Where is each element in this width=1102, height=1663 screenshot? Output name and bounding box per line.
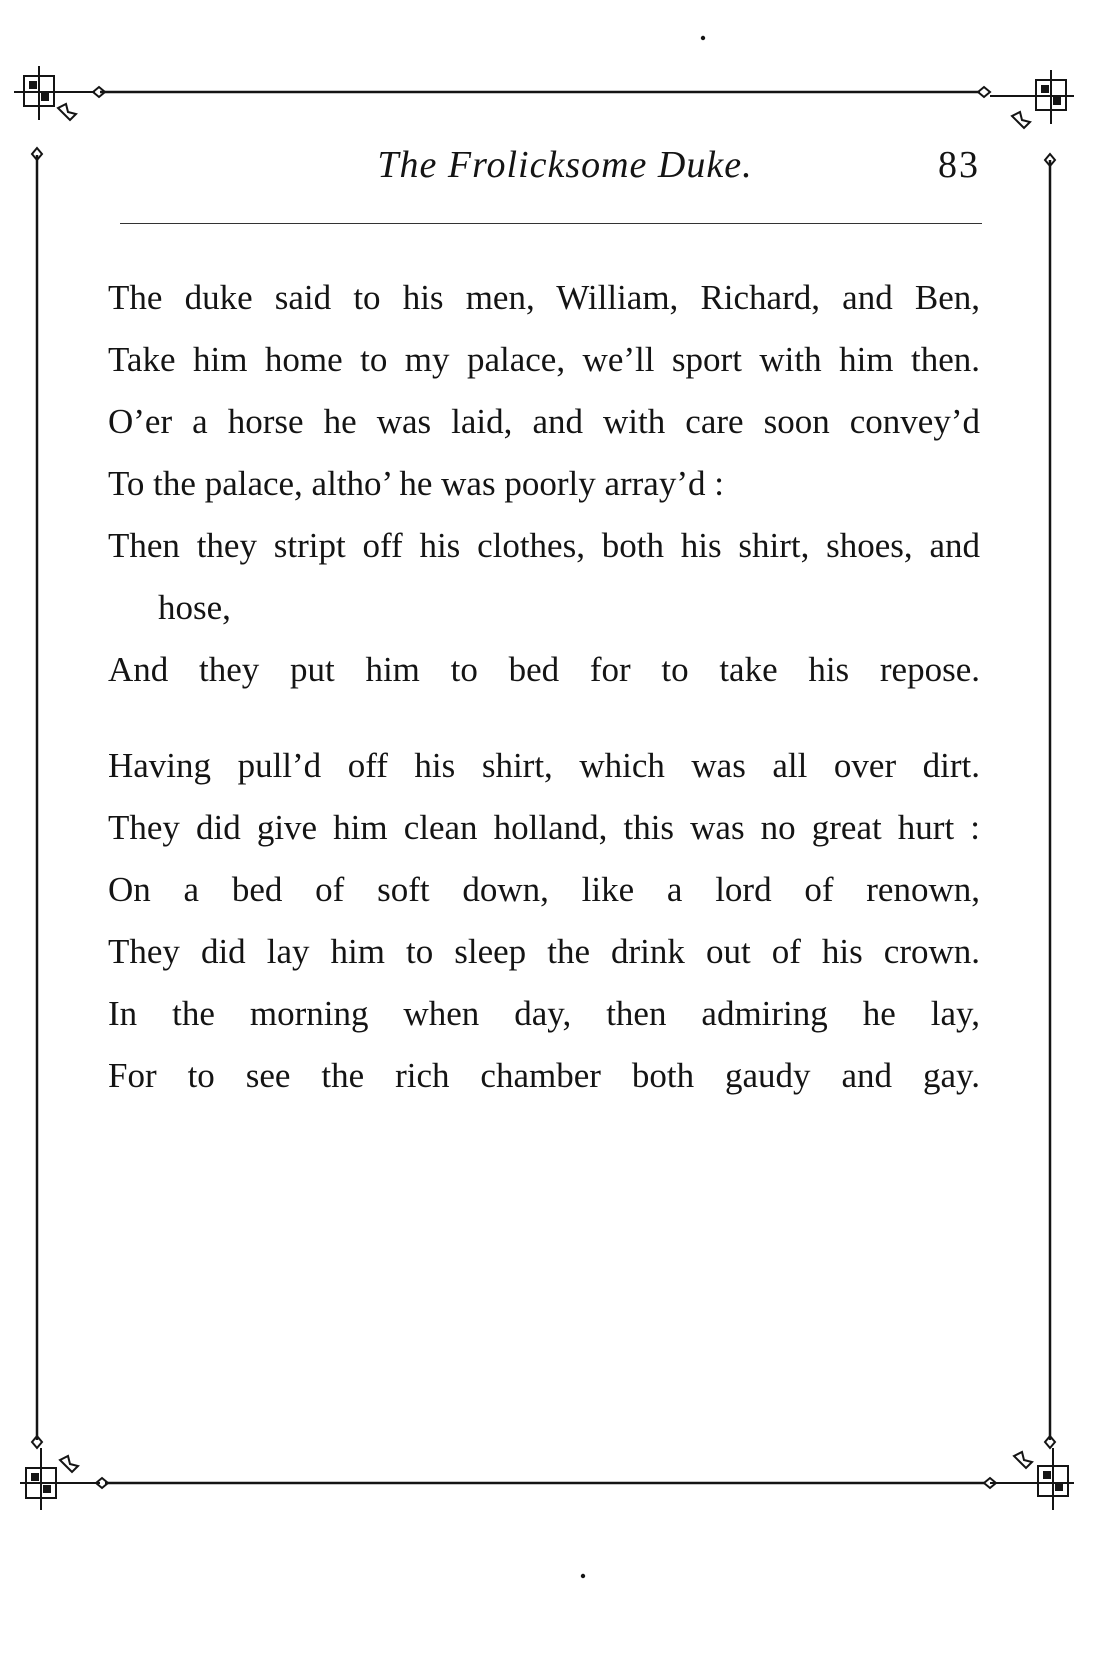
poem-line: Then they stript off his clothes, both his shirt, shoes, and hose, [108,526,980,627]
poem-line: O’er a horse he was laid, and with care soon convey’d [108,402,980,441]
stanza [108,735,980,1107]
poem-line: They did give him clean holland, this was no great hurt : [108,808,980,847]
page-number: 83 [938,144,980,186]
head-rule [120,223,982,224]
poem-line: On a bed of soft down, like a lord of renown, [108,870,980,909]
poem-line: And they put him to bed for to take his repose. [108,650,980,689]
poem-line: They did lay him to sleep the drink out of his crown. [108,932,980,971]
poem-line: Having pull’d off his shirt, which was all over dirt. [108,746,980,785]
corner-fleuron-icon [14,66,95,120]
corner-fleuron-icon [990,70,1074,128]
poem-line: In the morning when day, then admiring he lay, [108,994,980,1033]
corner-fleuron-icon [20,1448,100,1510]
poem-line: The duke said to his men, William, Richard, and Ben, [108,278,980,317]
corner-fleuron-icon [990,1448,1074,1510]
stanza [108,267,980,701]
poem-line: Take him home to my palace, we’ll sport with him then. [108,340,980,379]
poem-body [108,267,980,1107]
poem-line: To the palace, altho’ he was poorly array’d : [108,464,724,503]
running-head [120,143,980,193]
poem-line: For to see the rich chamber both gaudy and gay. [108,1056,980,1095]
running-title: The Frolicksome Duke. [377,144,753,186]
